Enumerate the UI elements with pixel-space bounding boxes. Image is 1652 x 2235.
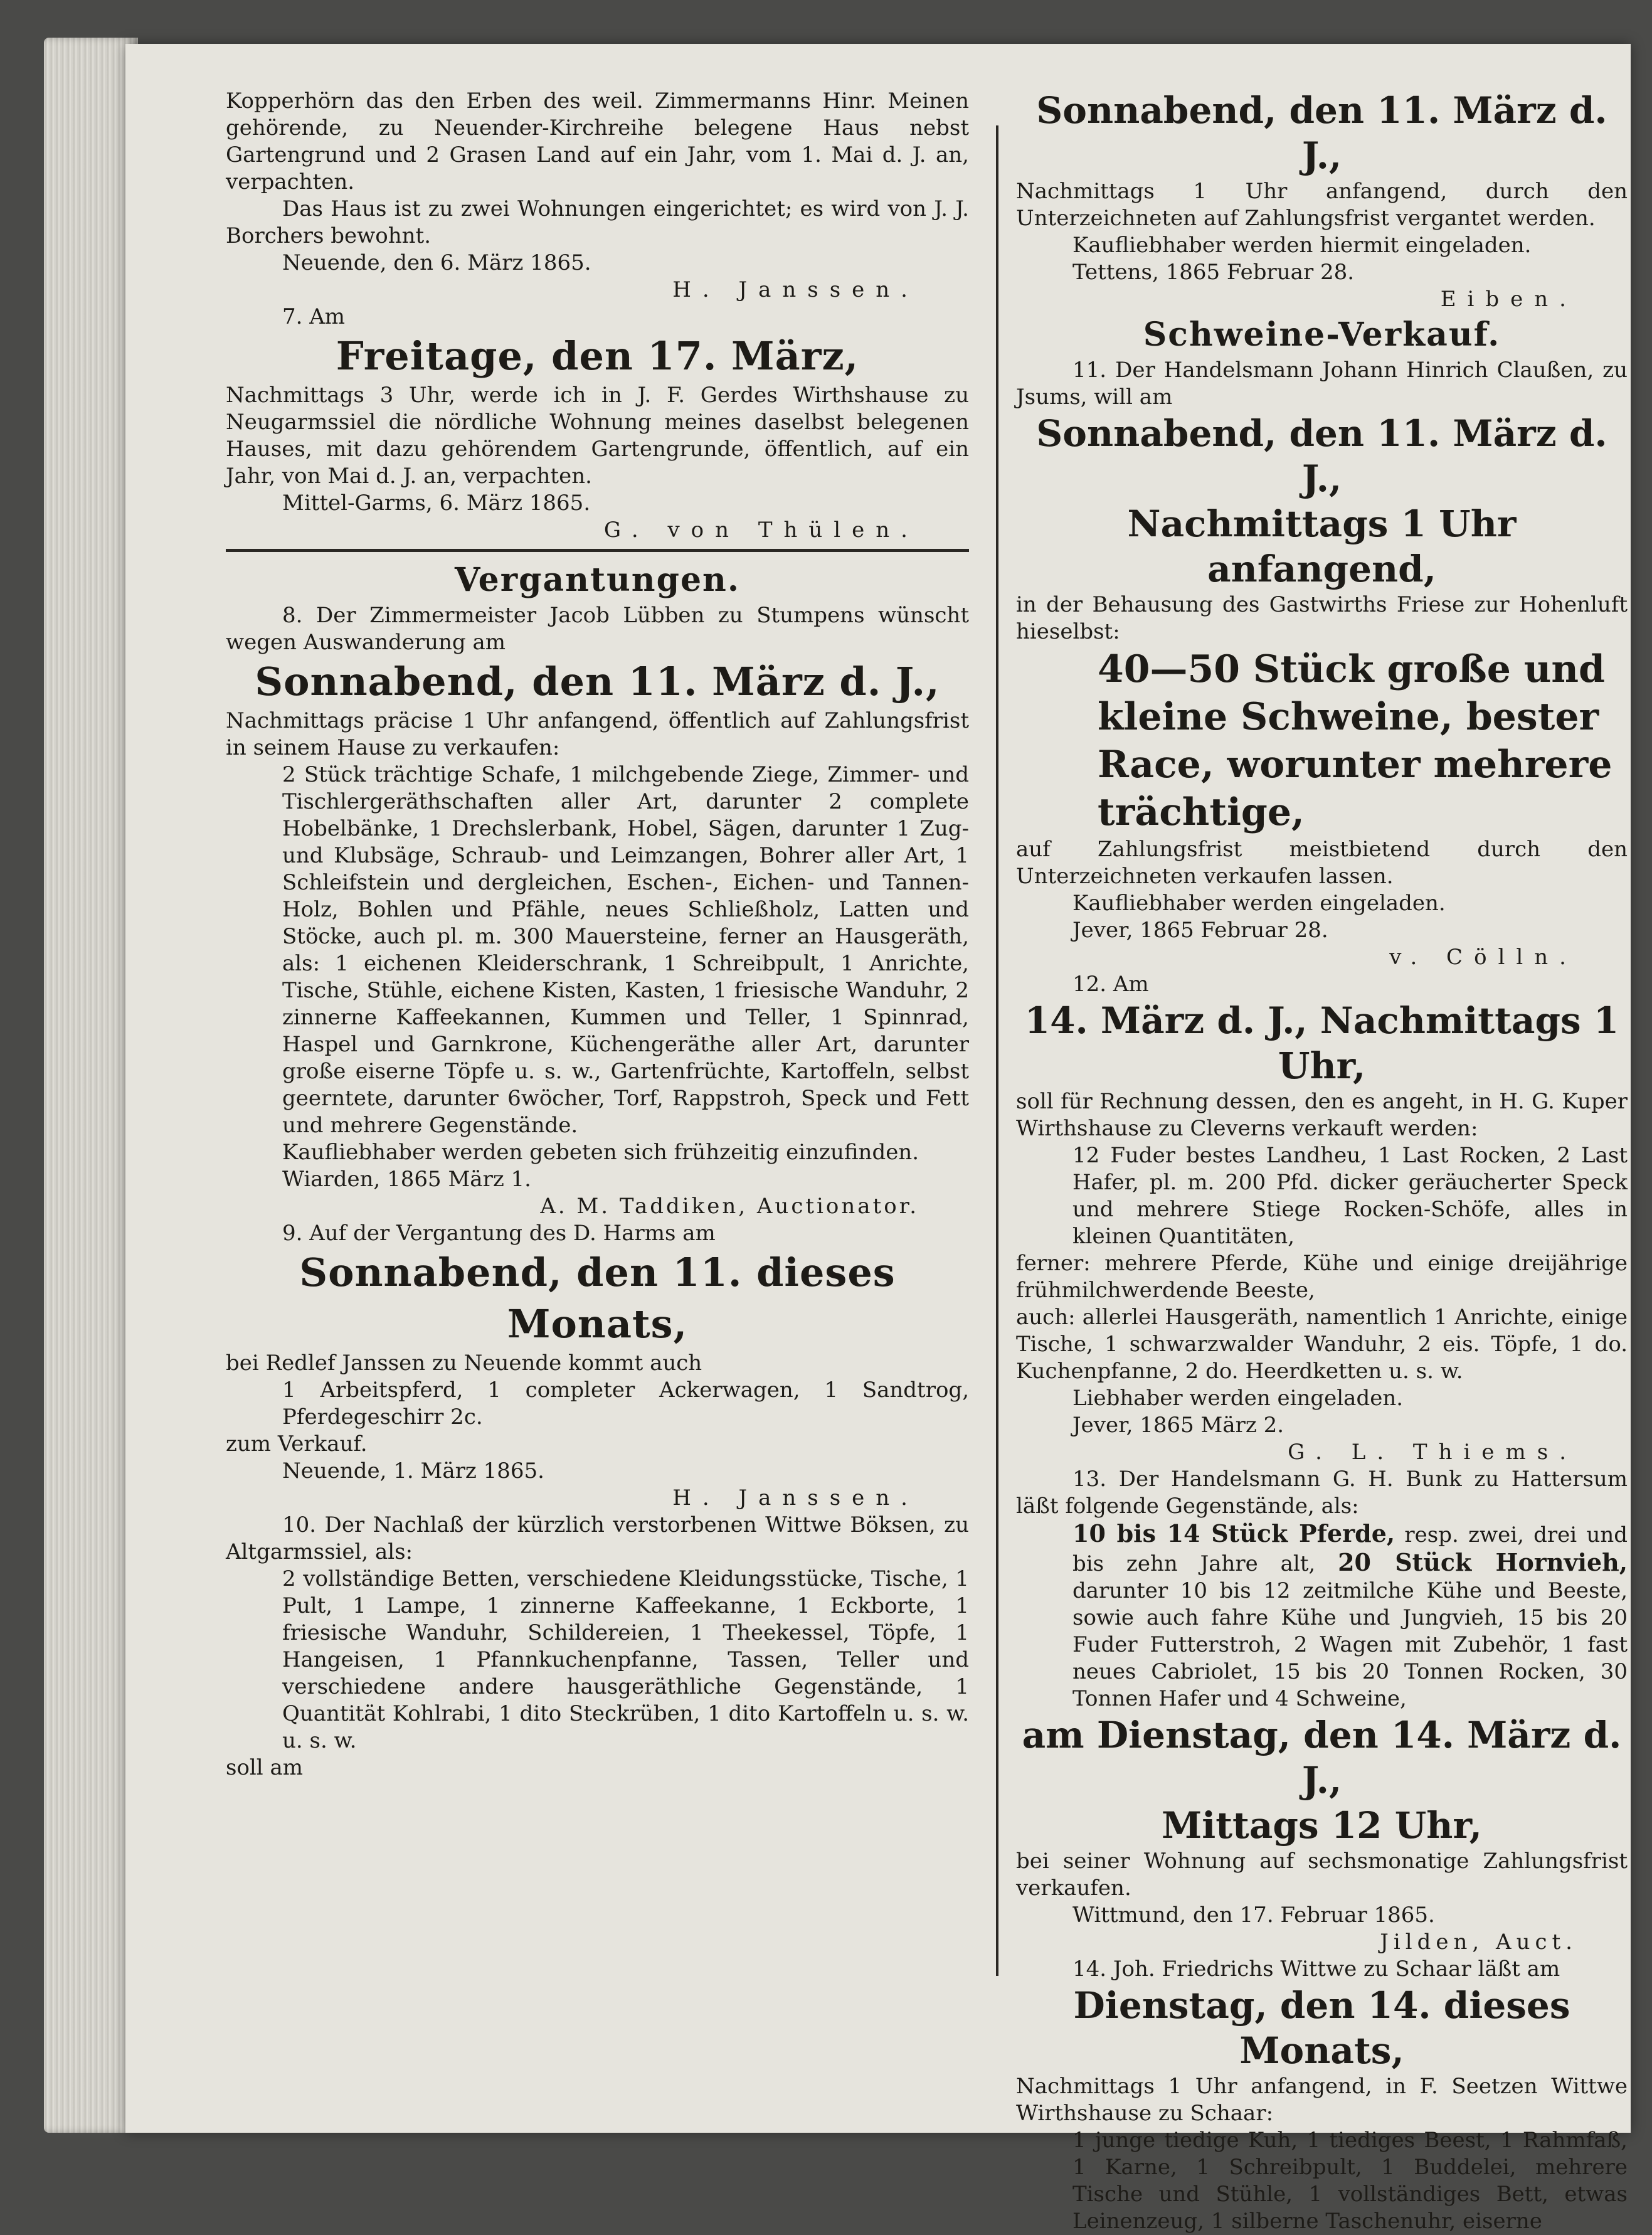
notice-10-intro: 10. Der Nachlaß der kürzlich verstorbenen Wittwe Böksen, zu Altgarmssiel, als: (226, 1512, 969, 1564)
notice-10-continuation: soll am (226, 1755, 303, 1780)
notice-13-terms: bei seiner Wohnung auf sechsmonatige Zahlungsfrist verkaufen. (1016, 1849, 1628, 1901)
notice-11-intro: 11. Der Handelsmann Johann Hinrich Claußen, zu Jsums, will am (1016, 358, 1628, 410)
notice-12-items: 12 Fuder bestes Landheu, 1 Last Rocken, 2 Last Hafer, pl. m. 200 Pfd. dicker geräucherter Speck und mehrere Stiege Rocken-Schöfe, alles in kleinen Quantitäten, (1072, 1143, 1628, 1249)
notice-13-items (1016, 1520, 1628, 1712)
notice-11-date-headline: Sonnabend, den 11. März d. J., (1036, 412, 1607, 500)
notice-10-invite: Kaufliebhaber werden hiermit eingeladen. (1072, 233, 1532, 258)
notice-11-time-headline: Nachmittags 1 Uhr anfangend, (1127, 502, 1517, 590)
notice-12-date-headline: 14. März d. J., Nachmittags 1 Uhr, (1024, 999, 1619, 1087)
section-rule (226, 549, 969, 552)
notice-11-signature: v. Cölln. (1389, 945, 1577, 970)
notice-13-date: Wittmund, den 17. Februar 1865. (1072, 1903, 1435, 1928)
notice-8-invite: Kaufliebhaber werden gebeten sich frühzeitig einzufinden. (282, 1140, 919, 1165)
notice-13-signature: Jilden, Auct. (1380, 1930, 1577, 1955)
further-label: ferner: (1016, 1251, 1091, 1276)
notice-9-items: 1 Arbeitspferd, 1 completer Ackerwagen, 1 Sandtrog, Pferdegeschirr 2c. (282, 1378, 969, 1430)
notice-7-date-headline: Freitage, den 17. März, (336, 333, 859, 379)
right-column (1016, 88, 1628, 2235)
notice-13-horses: 10 bis 14 Stück Pferde, (1072, 1519, 1395, 1548)
notice-10-items: 2 vollständige Betten, verschiedene Kleidungsstücke, Tische, 1 Pult, 1 Lampe, 1 zinnerne Kaffeekanne, 1 Eckborte, 1 friesische Wanduhr, Schildereien, 1 Theekessel, Töpfe, 1 Hangeisen, 1 Pfannkuchenpfanne, Tassen, Teller und verschiedene andere hausgeräthliche Gegenstände, 1 Quantität Kohlrabi, 1 dito Steckrüben, 1 dito Kartoffeln u. s. w. u. s. w. (282, 1566, 969, 1753)
notice-13-cattle-detail: darunter 10 bis 12 zeitmilche Kühe und Beeste, sowie auch fahre Kühe und Jungvieh, 15 bis 20 Fuder Futterstroh, 2 Wagen mit Zubehör, 1 fast neues Cabriolet, 15 bis 20 Tonnen Rocken, 30 Tonnen Hafer und 4 Schweine, (1072, 1578, 1628, 1711)
notice-9-signature: H. Janssen. (672, 1485, 919, 1510)
notice-12-invite: Liebhaber werden eingeladen. (1072, 1386, 1404, 1411)
notice-9-location: bei Redlef Janssen zu Neuende kommt auch (226, 1351, 702, 1376)
notice-12-signature: G. L. Thiems. (1288, 1440, 1577, 1465)
notice-8-intro: 8. Der Zimmermeister Jacob Lübben zu Stumpens wünscht wegen Auswanderung am (226, 603, 969, 655)
notice-11-goods-headline: 40—50 Stück große und kleine Schweine, bester Race, worunter mehrere trächtige, (1098, 647, 1612, 834)
notice-7-date: Mittel-Garms, 6. März 1865. (282, 491, 591, 516)
notice-8-date-headline: Sonnabend, den 11. März d. J., (255, 659, 940, 704)
section-heading-vergantungen: Vergantungen. (455, 561, 740, 599)
notice-14-intro: 14. Joh. Friedrichs Wittwe zu Schaar läßt am (1072, 1956, 1560, 1982)
notice-9-date-headline: Sonnabend, den 11. dieses Monats, (299, 1250, 896, 1347)
book-page-edges (44, 38, 138, 2133)
notice-8-signature: A. M. Taddiken, Auctionator. (540, 1194, 919, 1219)
notice-6-body: Kopperhörn das den Erben des weil. Zimmermanns Hinr. Meinen gehörende, zu Neuender-Kirchreihe belegene Haus nebst Gartengrund und 2 Grasen Land auf ein Jahr, vom 1. Mai d. J. an, verpachten. (226, 88, 969, 194)
notice-11-location: in der Behausung des Gastwirths Friese zur Hohenluft hieselbst: (1016, 592, 1628, 644)
notice-10-date: Tettens, 1865 Februar 28. (1072, 260, 1355, 285)
also-items: allerlei Hausgeräth, namentlich 1 Anrichte, einige Tische, 1 schwarzwalder Wanduhr, 2 eis. Töpfe, 1 do. Kuchenpfanne, 2 do. Heerdketten u. s. w. (1016, 1305, 1628, 1384)
notice-7-signature: G. von Thülen. (603, 518, 919, 543)
notice-13-intro: 13. Der Handelsmann G. H. Bunk zu Hattersum läßt folgende Gegenstände, als: (1016, 1467, 1628, 1519)
left-column (226, 88, 969, 1781)
notice-9-sale: zum Verkauf. (226, 1431, 368, 1457)
notice-11-terms: auf Zahlungsfrist meistbietend durch den Unterzeichneten verkaufen lassen. (1016, 837, 1628, 889)
notice-6-note: Das Haus ist zu zwei Wohnungen eingerichtet; es wird von J. J. Borchers bewohnt. (226, 196, 969, 248)
notice-11-invite: Kaufliebhaber werden eingeladen. (1072, 891, 1446, 916)
notice-10-time: Nachmittags 1 Uhr anfangend, durch den Unterzeichneten auf Zahlungsfrist vergantet werden. (1016, 179, 1628, 231)
notice-12-further (1016, 1250, 1628, 1304)
notice-13-horses-detail: resp. zwei, drei und bis zehn Jahre alt, (1072, 1522, 1628, 1576)
notice-7-body: Nachmittags 3 Uhr, werde ich in J. F. Gerdes Wirthshause zu Neugarmssiel die nördliche Wohnung meines daselbst belegenen Hauses, mit dazu gehörendem Gartengrunde, öffentlich, auf ein Jahr, von Mai d. J. an, verpachten. (226, 383, 969, 489)
notice-10-date-headline: Sonnabend, den 11. März d. J., (1036, 89, 1607, 177)
notice-13-time-headline: Mittags 12 Uhr, (1162, 1804, 1482, 1847)
notice-6-signature: H. Janssen. (672, 277, 919, 302)
notice-7-number: 7. Am (282, 304, 346, 329)
notice-11-date: Jever, 1865 Februar 28. (1072, 918, 1328, 943)
notice-8-date: Wiarden, 1865 März 1. (282, 1167, 531, 1192)
notice-14-location: Nachmittags 1 Uhr anfangend, in F. Seetzen Wittwe Wirthshause zu Schaar: (1016, 2074, 1628, 2126)
notice-13-cattle: 20 Stück Hornvieh, (1338, 1548, 1628, 1576)
notice-8-time: Nachmittags präcise 1 Uhr anfangend, öffentlich auf Zahlungsfrist in seinem Hause zu verkaufen: (226, 708, 969, 760)
notice-13-date-headline: am Dienstag, den 14. März d. J., (1022, 1714, 1622, 1802)
notice-14-date-headline: Dienstag, den 14. dieses Monats, (1073, 1984, 1570, 2072)
notice-9-date: Neuende, 1. März 1865. (282, 1458, 544, 1484)
notice-12-number: 12. Am (1072, 972, 1149, 997)
notice-9-intro: 9. Auf der Vergantung des D. Harms am (282, 1221, 716, 1246)
further-items: mehrere Pferde, Kühe und einige dreijährige frühmilchwerdende Beeste, (1016, 1251, 1628, 1303)
notice-8-items: 2 Stück trächtige Schafe, 1 milchgebende Ziege, Zimmer- und Tischlergeräthschaften aller Art, darunter 2 complete Hobelbänke, 1 Drechslerbank, Hobel, Sägen, darunter 1 Zug- und Klubsäge, Schraub- und Leimzangen, Bohrer aller Art, 1 Schleifstein und dergleichen, Eschen-, Eichen- und Tannen-Holz, Bohlen und Pfähle, neues Schließholz, Latten und Stöcke, auch pl. m. 300 Mauersteine, ferner an Hausgeräth, als: 1 eichenen Kleiderschrank, 1 Schreibpult, 1 Anrichte, Tische, Stühle, eichene Kisten, Kasten, 1 friesische Wanduhr, 2 zinnerne Kaffeekannen, Kummen und Teller, 1 Spinnrad, Haspel und Garnkrone, Küchengeräthe aller Art, darunter große eiserne Töpfe u. s. w., Gartenfrüchte, Kartoffeln, selbst geerntete, darunter 6wöcher, Torf, Rappstroh, Speck und Fett und mehrere Gegenstände. (282, 762, 969, 1138)
notice-12-also (1016, 1304, 1628, 1385)
notice-12-date: Jever, 1865 März 2. (1072, 1413, 1284, 1438)
also-label: auch: (1016, 1305, 1076, 1330)
section-heading-schweine-verkauf: Schweine-Verkauf. (1143, 316, 1501, 354)
notice-6-date: Neuende, den 6. März 1865. (282, 250, 591, 275)
column-divider (996, 125, 998, 1976)
notice-14-items: 1 junge tiedige Kuh, 1 tiediges Beest, 1 Rahmfaß, 1 Karne, 1 Schreibpult, 1 Buddelei, mehrere Tische und Stühle, 1 vollständiges Bett, etwas Leinenzeug, 1 silberne Taschenuhr, eiserne (1072, 2128, 1628, 2234)
notice-12-location: soll für Rechnung dessen, den es angeht, in H. G. Kuper Wirthshause zu Cleverns verkauft werden: (1016, 1089, 1628, 1141)
notice-10-signature: Eiben. (1440, 287, 1577, 312)
